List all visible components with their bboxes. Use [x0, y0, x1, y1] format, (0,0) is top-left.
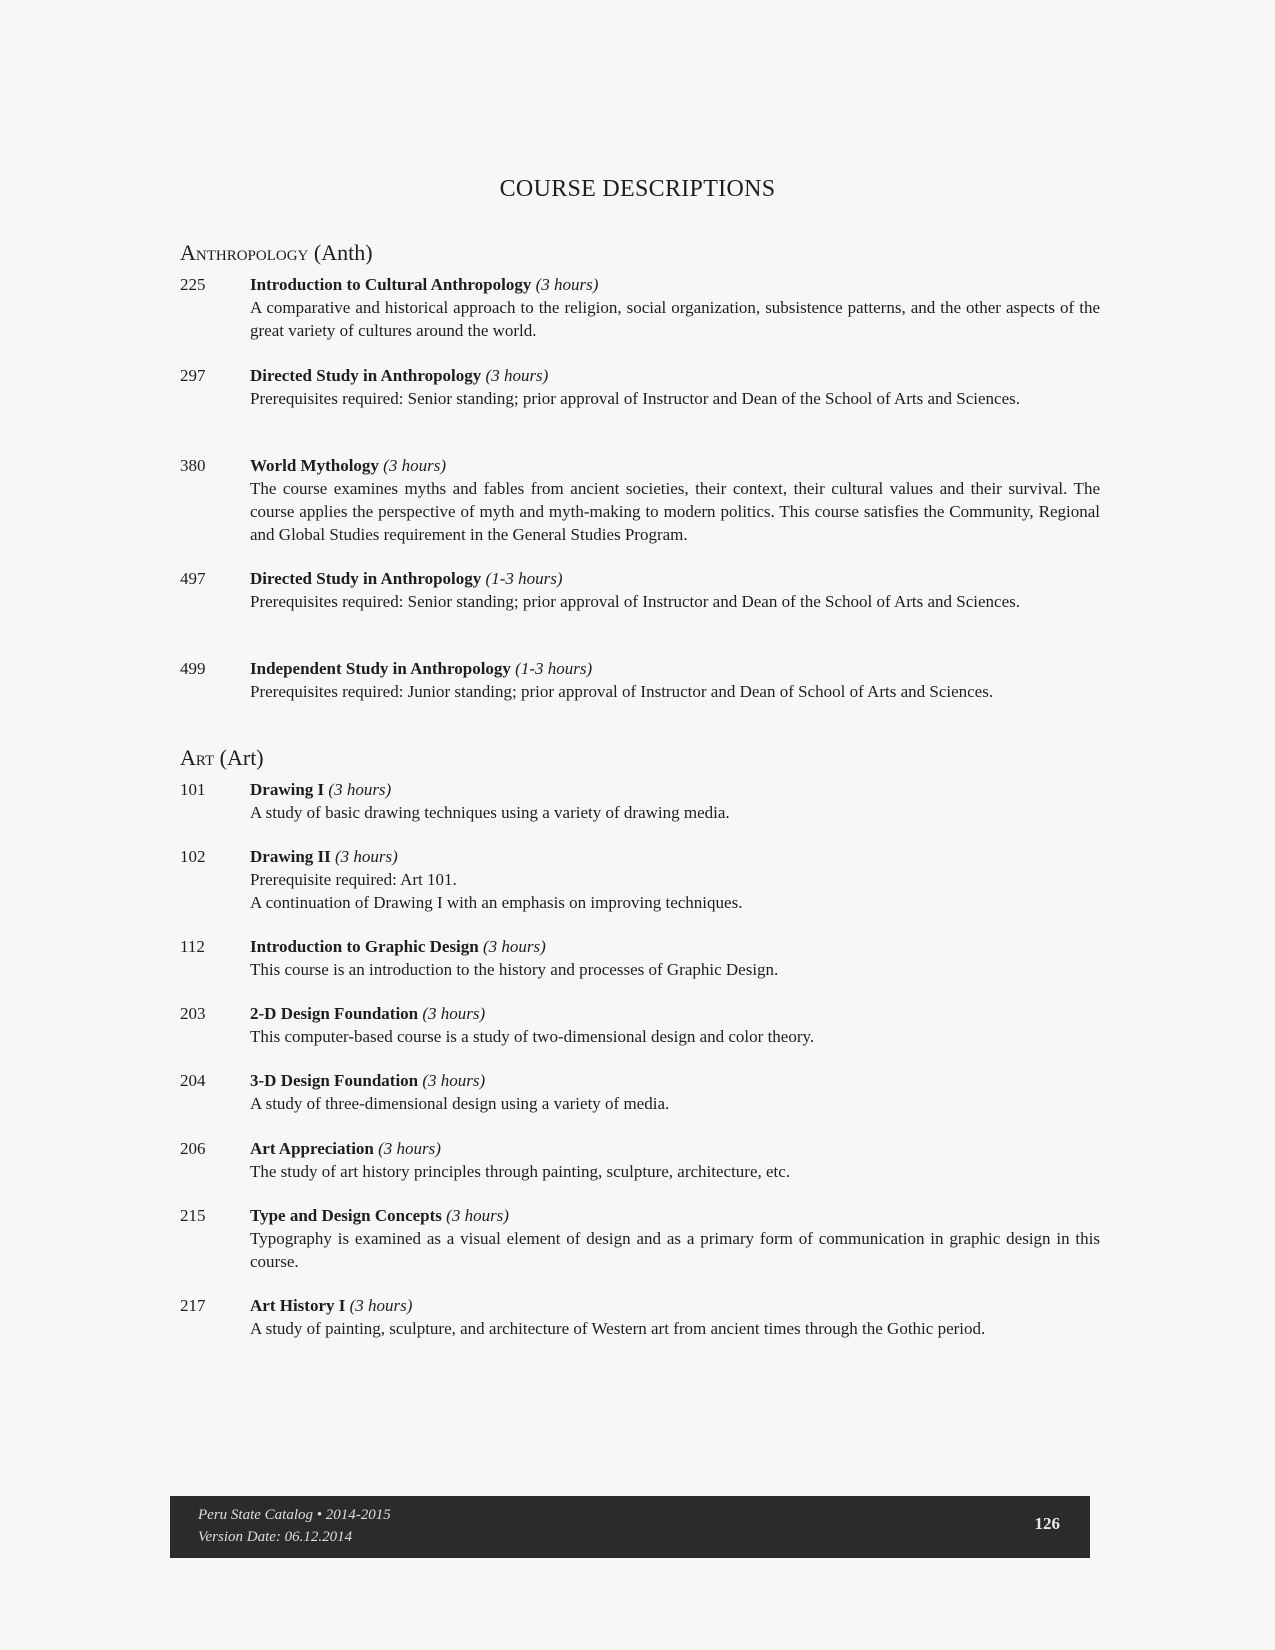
course-hours: (3 hours) — [535, 275, 599, 294]
course-number: 297 — [180, 366, 206, 385]
course-title: World Mythology — [250, 456, 379, 475]
course-hours: (1-3 hours) — [515, 659, 593, 678]
course-entry — [180, 657, 1100, 703]
course-hours: (1-3 hours) — [485, 569, 563, 588]
section-heading-name: Art — [180, 745, 215, 770]
course-entry — [180, 1137, 1100, 1183]
course-description: A study of basic drawing techniques using a variety of drawing media. — [250, 803, 730, 822]
course-number: 206 — [180, 1139, 206, 1158]
course-entry — [180, 1294, 1100, 1340]
course-title: 2-D Design Foundation — [250, 1004, 419, 1023]
course-title: Introduction to Graphic Design — [250, 937, 479, 956]
course-description: Typography is examined as a visual element of design and as a primary form of communication in graphic design in this course. — [250, 1229, 1100, 1271]
course-description: A continuation of Drawing I with an emphasis on improving techniques. — [250, 893, 743, 912]
course-number: 203 — [180, 1004, 206, 1023]
section-heading-anthropology — [180, 240, 373, 266]
course-hours: (3 hours) — [383, 456, 446, 475]
course-description: The study of art history principles through painting, sculpture, architecture, etc. — [250, 1162, 791, 1181]
course-description: This course is an introduction to the history and processes of Graphic Design. — [250, 960, 779, 979]
course-title: Directed Study in Anthropology — [250, 569, 482, 588]
course-entry — [180, 364, 1100, 410]
course-title: Art Appreciation — [250, 1139, 374, 1158]
course-number: 101 — [180, 780, 206, 799]
course-number: 112 — [180, 937, 205, 956]
course-number: 225 — [180, 275, 206, 294]
course-number: 499 — [180, 659, 206, 678]
course-description: Prerequisites required: Junior standing; prior approval of Instructor and Dean of School of Arts and Sciences. — [250, 682, 994, 701]
course-description: This computer-based course is a study of two-dimensional design and color theory. — [250, 1027, 815, 1046]
course-number: 497 — [180, 569, 206, 588]
course-description: Prerequisites required: Senior standing; prior approval of Instructor and Dean of the School of Arts and Sciences. — [250, 592, 1020, 611]
course-description: A study of painting, sculpture, and architecture of Western art from ancient times through the Gothic period. — [250, 1319, 986, 1338]
course-title: Art History I — [250, 1296, 346, 1315]
course-description: The course examines myths and fables from ancient societies, their context, their cultural values and their survival. The course applies the perspective of myth and myth-making to modern politics. This course satisfies the Community, Regional and Global Studies requirement in the General Studies Program. — [250, 479, 1100, 544]
footer-info — [198, 1504, 391, 1548]
course-entry — [180, 454, 1100, 546]
course-number: 204 — [180, 1071, 206, 1090]
course-entry — [180, 567, 1100, 613]
course-entry — [180, 935, 1100, 981]
footer-catalog: Peru State Catalog • 2014-2015 — [198, 1507, 391, 1523]
section-heading-art — [180, 745, 264, 771]
footer-version: Version Date: 06.12.2014 — [198, 1529, 353, 1545]
section-heading-code: (Art) — [214, 745, 264, 770]
course-title: 3-D Design Foundation — [250, 1071, 419, 1090]
page-footer — [170, 1496, 1090, 1558]
course-title: Type and Design Concepts — [250, 1206, 442, 1225]
course-title: Introduction to Cultural Anthropology — [250, 275, 532, 294]
course-prerequisite: Prerequisite required: Art 101. — [250, 870, 457, 889]
course-title: Independent Study in Anthropology — [250, 659, 511, 678]
course-entry — [180, 1204, 1100, 1273]
page-number: 126 — [1034, 1514, 1060, 1533]
course-entry — [180, 1002, 1100, 1048]
course-entry — [180, 778, 1100, 824]
course-description: A comparative and historical approach to the religion, social organization, subsistence patterns, and the other aspects of the great variety of cultures around the world. — [250, 298, 1100, 340]
course-entry — [180, 1069, 1100, 1115]
course-description: A study of three-dimensional design using a variety of media. — [250, 1094, 670, 1113]
section-heading-name: Anthropology — [180, 240, 309, 265]
course-hours: (3 hours) — [422, 1071, 486, 1090]
course-number: 380 — [180, 456, 206, 475]
course-hours: (3 hours) — [378, 1139, 441, 1158]
course-number: 102 — [180, 847, 206, 866]
course-hours: (3 hours) — [483, 937, 546, 956]
course-hours: (3 hours) — [328, 780, 392, 799]
course-hours: (3 hours) — [422, 1004, 486, 1023]
page-title: COURSE DESCRIPTIONS — [499, 176, 776, 202]
course-hours: (3 hours) — [446, 1206, 509, 1225]
section-heading-code: (Anth) — [308, 240, 373, 265]
course-number: 215 — [180, 1206, 206, 1225]
course-entry — [180, 273, 1100, 342]
course-title: Drawing II — [250, 847, 331, 866]
course-number: 217 — [180, 1296, 206, 1315]
course-entry — [180, 845, 1100, 914]
course-title: Drawing I — [250, 780, 325, 799]
course-title: Directed Study in Anthropology — [250, 366, 482, 385]
course-hours: (3 hours) — [485, 366, 549, 385]
course-description: Prerequisites required: Senior standing; prior approval of Instructor and Dean of the School of Arts and Sciences. — [250, 389, 1020, 408]
course-hours: (3 hours) — [335, 847, 398, 866]
course-hours: (3 hours) — [349, 1296, 413, 1315]
